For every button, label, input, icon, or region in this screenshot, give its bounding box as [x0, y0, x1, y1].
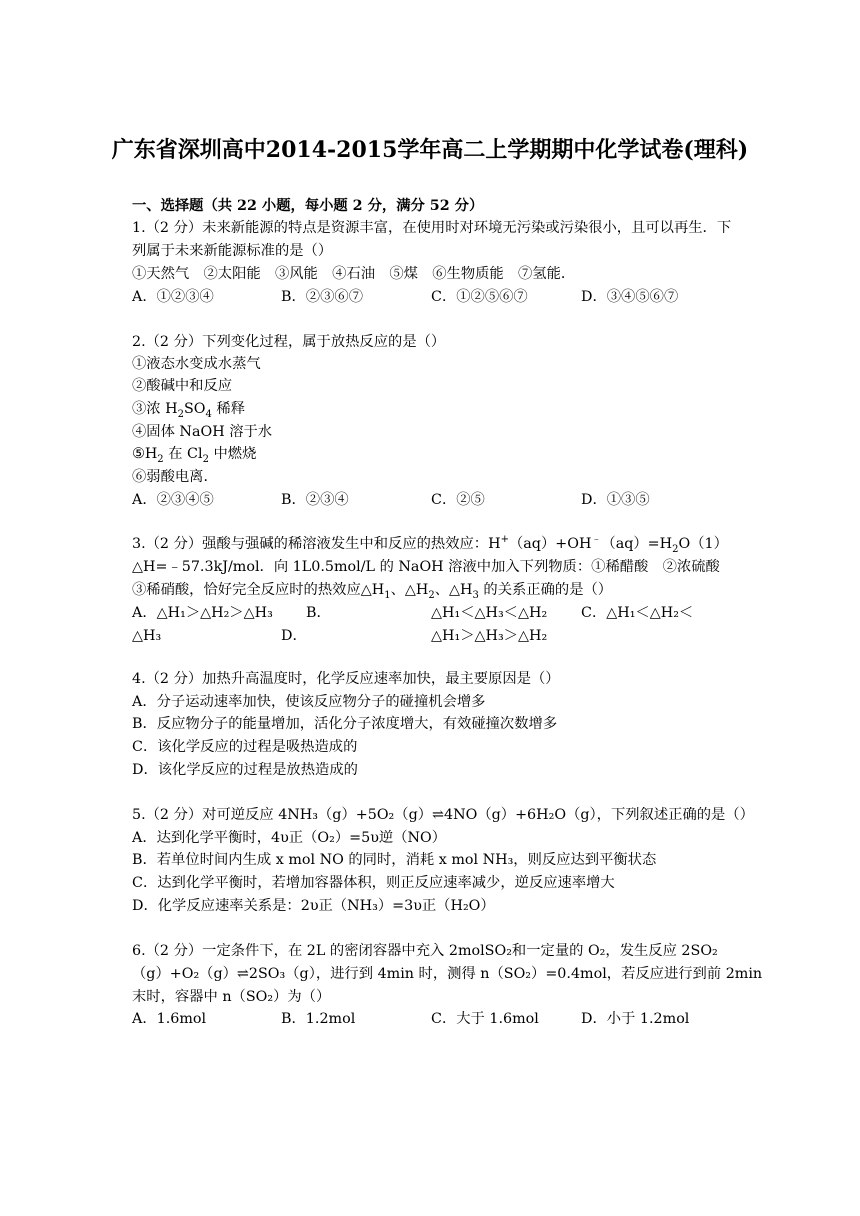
q1-stem-line1: 1.（2 分）未来新能源的特点是资源丰富，在使用时对环境无污染或污染很小，且可以再生．下 — [132, 220, 732, 236]
q5-stem: 5.（2 分）对可逆反应 4NH₃（g）+5O₂（g）⇌4NO（g）+6H₂O（g），下列叙述正确的是（） — [132, 807, 754, 823]
q1-option-b: B．②③⑥⑦ — [281, 289, 363, 305]
q4-stem: 4.（2 分）加热升高温度时，化学反应速率加快，最主要原因是（） — [132, 671, 560, 687]
q1-option-a: A．①②③④ — [132, 289, 214, 305]
q6-option-d: D．小于 1.2mol — [581, 1011, 690, 1027]
q3-option-b-label: B． — [306, 605, 331, 621]
q5-option-b: B．若单位时间内生成 x mol NO 的同时，消耗 x mol NH₃，则反应达到平衡状态 — [132, 852, 657, 868]
q2-item-4: ④固体 NaOH 溶于水 — [132, 424, 273, 440]
q5-option-a: A．达到化学平衡时，4υ正（O₂）=5υ逆（NO） — [132, 830, 447, 846]
q4-option-c: C．该化学反应的过程是吸热造成的 — [132, 739, 358, 755]
q4-option-d: D．该化学反应的过程是放热造成的 — [132, 762, 358, 778]
q2-item-1: ①液态水变成水蒸气 — [132, 356, 261, 372]
q6-stem-line2: （g）+O₂（g）⇌2SO₃（g），进行到 4min 时，测得 n（SO₂）=0.4mol，若反应进行到前 2min — [132, 966, 763, 982]
q2-item-2: ②酸碱中和反应 — [132, 378, 233, 394]
q1-stem-line2: 列属于未来新能源标准的是（） — [132, 243, 333, 259]
q3-option-c: C．△H₁＜△H₂＜ — [581, 605, 694, 621]
q3-option-d: △H₁＞△H₃＞△H₂ — [431, 628, 548, 644]
q4-option-a: A．分子运动速率加快，使该反应物分子的碰撞机会增多 — [132, 694, 486, 710]
q6-stem-line1: 6.（2 分）一定条件下，在 2L 的密闭容器中充入 2molSO₂和一定量的 O₂，发生反应 2SO₂ — [132, 943, 718, 959]
q3-option-d-label: D． — [281, 628, 307, 644]
q1-option-d: D．③④⑤⑥⑦ — [581, 289, 679, 305]
q3-option-a: A．△H₁＞△H₂＞△H₃ — [132, 605, 273, 621]
q2-option-b: B．②③④ — [281, 492, 349, 508]
q6-option-c: C．大于 1.6mol — [431, 1011, 539, 1027]
q6-stem-line3: 末时，容器中 n（SO₂）为（） — [132, 989, 331, 1005]
q2-stem: 2.（2 分）下列变化过程，属于放热反应的是（） — [132, 334, 446, 350]
q6-option-a: A．1.6mol — [132, 1011, 207, 1027]
q3-option-c-cont: △H₃ — [132, 628, 162, 644]
q3-stem-line2: △H=﹣57.3kJ/mol．向 1L0.5mol/L 的 NaOH 溶液中加入下列物质：①稀醋酸 ②浓硫酸 — [132, 559, 720, 575]
q2-item-6: ⑥弱酸电离． — [132, 469, 218, 485]
q2-item-5: $⑤H_2$ 在 $Cl_2$ 中燃烧 — [132, 446, 257, 465]
q5-option-d: D．化学反应速率关系是：2υ正（NH₃）=3υ正（H₂O） — [132, 898, 495, 914]
q1-option-c: C．①②⑤⑥⑦ — [431, 289, 528, 305]
q3-stem-line1: 3.（2 分）强酸与强碱的稀溶液发生中和反应的热效应：$H^+(aq)+OH^﹣(aq)=H_2O(1)$ — [132, 534, 728, 555]
section-heading: 一、选择题（共 22 小题，每小题 2 分，满分 52 分） — [132, 198, 484, 214]
q6-option-b: B．1.2mol — [281, 1011, 356, 1027]
q2-option-d: D．①③⑤ — [581, 492, 650, 508]
q2-option-c: C．②⑤ — [431, 492, 485, 508]
q5-option-c: C．达到化学平衡时，若增加容器体积，则正反应速率减少，逆反应速率增大 — [132, 875, 615, 891]
q3-stem-line3: ③稀硝酸，恰好完全反应时的热效应$\triangle H_1$、$\triangle H_2$、$\triangle H_3$ 的关系正确的是（） — [132, 582, 613, 601]
q2-item-3: ③浓 $H_2SO_4$ 稀释 — [132, 401, 246, 420]
q1-items: ①天然气 ②太阳能 ③风能 ④石油 ⑤煤 ⑥生物质能 ⑦氢能． — [132, 266, 576, 282]
exam-title: 广东省深圳高中2014-2015学年高二上学期期中化学试卷(理科) — [111, 137, 749, 163]
q2-option-a: A．②③④⑤ — [132, 492, 214, 508]
q4-option-b: B．反应物分子的能量增加，活化分子浓度增大，有效碰撞次数增多 — [132, 716, 558, 732]
q3-option-b: △H₁＜△H₃＜△H₂ — [431, 605, 548, 621]
